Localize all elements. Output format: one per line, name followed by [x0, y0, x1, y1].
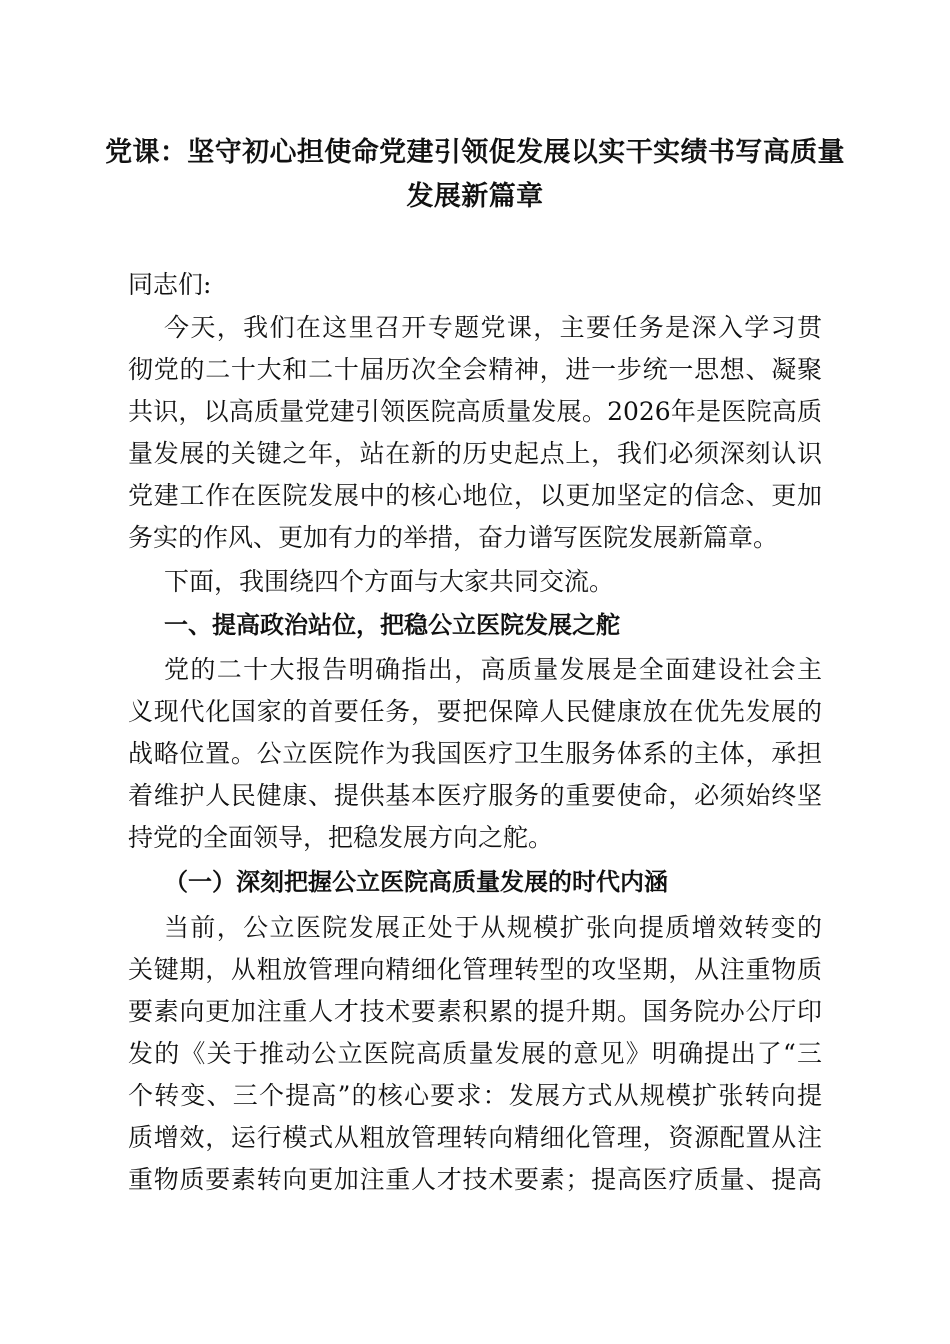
subsection-heading: （一）深刻把握公立医院高质量发展的时代内涵 [164, 868, 668, 896]
section-paragraph-line: 战略位置。公立医院作为我国医疗卫生服务体系的主体，承担 [128, 739, 822, 768]
section-heading: 一、提高政治站位，把稳公立医院发展之舵 [164, 611, 620, 639]
intro-line: 今天，我们在这里召开专题党课，主要任务是深入学习贯 [164, 313, 822, 342]
subsection-paragraph-line: 重物质要素转向更加注重人才技术要素；提高医疗质量、提高 [128, 1165, 822, 1194]
subsection-paragraph-line: 当前，公立医院发展正处于从规模扩张向提质增效转变的 [164, 913, 822, 942]
intro-line: 量发展的关键之年，站在新的历史起点上，我们必须深刻认识 [128, 439, 822, 468]
intro-line: 彻党的二十大和二十届历次全会精神，进一步统一思想、凝聚 [128, 355, 822, 384]
subsection-paragraph-line: 关键期，从粗放管理向精细化管理转型的攻坚期，从注重物质 [128, 955, 822, 984]
intro-line: 党建工作在医院发展中的核心地位，以更加坚定的信念、更加 [128, 481, 822, 510]
intro-line: 共识，以高质量党建引领医院高质量发展。2026年是医院高质 [128, 397, 822, 426]
section-paragraph-line: 党的二十大报告明确指出，高质量发展是全面建设社会主 [164, 655, 822, 684]
document-title-line-1: 党课：坚守初心担使命党建引领促发展以实干实绩书写高质量 [105, 137, 845, 168]
subsection-paragraph-line: 要素向更加注重人才技术要素积累的提升期。国务院办公厅印 [128, 997, 822, 1026]
subsection-paragraph-line: 质增效，运行模式从粗放管理转向精细化管理，资源配置从注 [128, 1123, 822, 1152]
subsection-paragraph-line: 个转变、三个提高”的核心要求：发展方式从规模扩张转向提 [128, 1081, 822, 1110]
section-paragraph-line: 着维护人民健康、提供基本医疗服务的重要使命，必须始终坚 [128, 781, 822, 810]
intro-line: 务实的作风、更加有力的举措，奋力谱写医院发展新篇章。 [128, 523, 779, 552]
transition-paragraph: 下面，我围绕四个方面与大家共同交流。 [164, 567, 615, 596]
greeting: 同志们: [128, 270, 212, 299]
subsection-paragraph-line: 发的《关于推动公立医院高质量发展的意见》明确提出了“三 [128, 1039, 822, 1068]
section-paragraph-line: 义现代化国家的首要任务，要把保障人民健康放在优先发展的 [128, 697, 822, 726]
document-title-line-2: 发展新篇章 [406, 181, 544, 212]
section-paragraph-line: 持党的全面领导，把稳发展方向之舵。 [128, 823, 554, 852]
